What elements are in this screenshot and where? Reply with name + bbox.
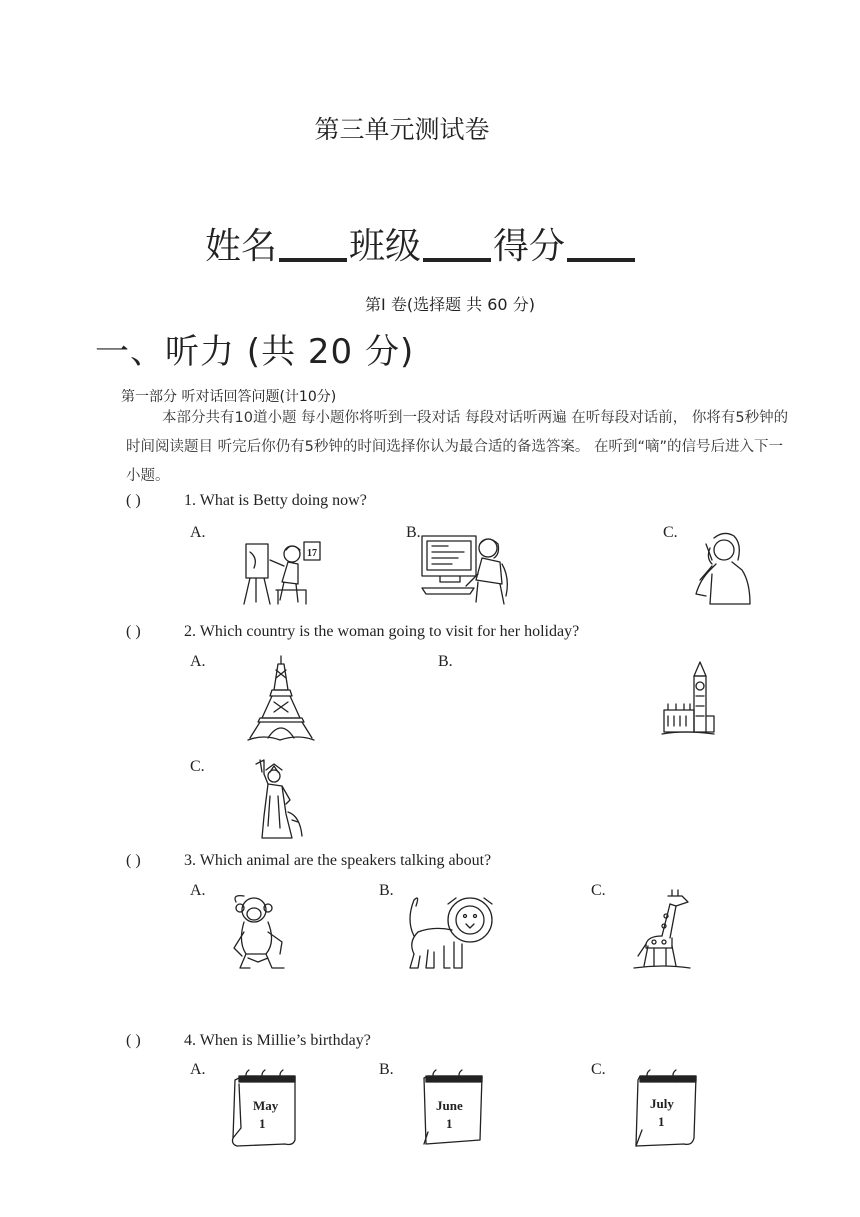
calendar-month: July [650,1096,674,1111]
calendar-day: 1 [658,1114,665,1129]
instructions: 本部分共有10道小题 每小题你将听到一段对话 每段对话听两遍 在听每段对话前， 你将有5秒钟的时间阅读题目 听完后你仍有5秒钟的时间选择你认为最合适的备选答案。 在听到“嘀”的信号后进入下一小题。 [126,410,789,484]
question-text: 2. Which country is the woman going to visit for her holiday? [184,623,580,640]
class-blank[interactable] [423,228,491,262]
answer-bracket[interactable]: ( ) [126,1032,141,1049]
lion-icon [404,890,496,972]
girl-painting-icon [240,538,324,608]
name-blank[interactable] [279,228,347,262]
svg-text:17: 17 [307,548,317,559]
calendar-month: May [253,1098,279,1113]
name-label: 姓名 [205,226,278,267]
answer-bracket[interactable]: ( ) [126,852,141,869]
volume-heading: 第I 卷(选择题 共 60 分) [365,295,535,314]
calendar-icon [414,1066,488,1150]
calendar-icon [225,1066,301,1150]
question-text: 3. Which animal are the speakers talking about? [184,852,492,869]
option-label[interactable]: A. [190,1061,206,1078]
option-label[interactable]: A. [190,653,206,670]
option-label[interactable]: A. [190,882,206,899]
student-info-line [205,218,637,269]
girl-phone-icon [692,530,756,608]
answer-bracket[interactable]: ( ) [126,623,141,640]
option-label[interactable]: B. [406,524,421,541]
option-label[interactable]: C. [663,524,678,541]
option-label[interactable]: C. [591,882,606,899]
girl-computer-icon [418,534,514,606]
answer-bracket[interactable]: ( ) [126,492,141,509]
calendar-day: 1 [259,1116,266,1131]
option-label[interactable]: A. [190,524,206,541]
option-label[interactable]: B. [379,1061,394,1078]
option-label[interactable]: B. [438,653,453,670]
giraffe-icon [632,886,692,972]
part-heading: 第一部分 听对话回答问题(计10分) [121,389,337,405]
score-blank[interactable] [567,228,635,262]
option-label[interactable]: C. [190,758,205,775]
eiffel-tower-icon [244,654,318,744]
monkey-icon [228,892,298,972]
statue-of-liberty-icon [252,756,308,842]
option-label[interactable]: B. [379,882,394,899]
question-text: 1. What is Betty doing now? [184,492,367,509]
page-title: 第三单元测试卷 [314,115,490,144]
calendar-day: 1 [446,1116,453,1131]
class-label: 班级 [349,226,422,267]
question-text: 4. When is Millie’s birthday? [184,1032,371,1049]
calendar-icon [626,1066,700,1150]
calendar-month: June [436,1098,463,1113]
section-heading: 一、听力 (共 20 分) [95,332,415,372]
option-label[interactable]: C. [591,1061,606,1078]
score-label: 得分 [493,226,566,267]
big-ben-icon [660,660,716,736]
